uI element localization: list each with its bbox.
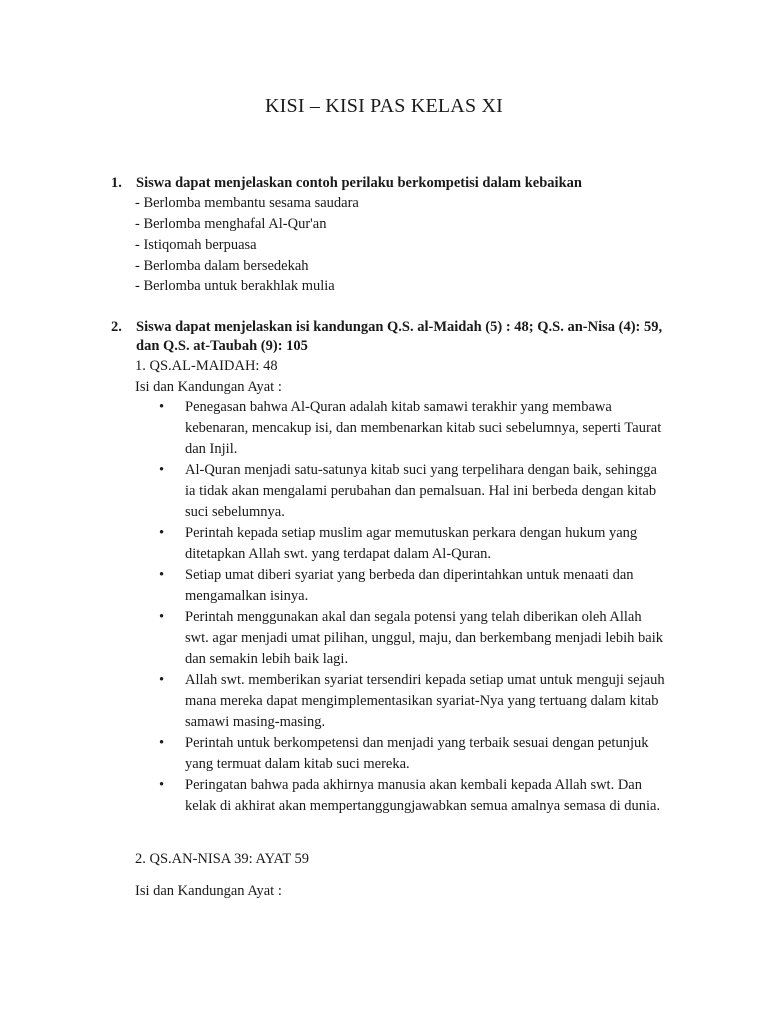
subsection-2-title: 2. QS.AN-NISA 39: AYAT 59 [135,851,310,867]
section-1-heading: Siswa dapat menjelaskan contoh perilaku berkompetisi dalam kebaikan [136,175,582,191]
list-item-text: Perintah kepada setiap muslim agar memutuskan perkara dengan hukum yang ditetapkan Allah swt. yang terdapat dalam Al-Quran. [185,525,638,562]
content-bullet-list [135,397,675,838]
list-item [135,460,675,523]
section-1-item: - Berlomba untuk berakhlak mulia [135,278,335,294]
list-item-text: Perintah menggunakan akal dan segala potensi yang telah diberikan oleh Allah swt. agar menjadi umat pilihan, unggul, maju, dan berkembang menjadi lebih baik dan semakin lebih baik lagi. [185,609,663,667]
document-title: KISI – KISI PAS KELAS XI [265,95,503,117]
bullet-icon: • [159,399,165,415]
list-item [135,607,675,670]
section-2-heading-line-1: Siswa dapat menjelaskan isi kandungan Q.S. al-Maidah (5) : 48; Q.S. an-Nisa (4): 59, [136,319,663,335]
section-1-item: - Berlomba membantu sesama saudara [135,195,359,211]
section-1-item: - Istiqomah berpuasa [135,237,257,253]
list-item-text: Setiap umat diberi syariat yang berbeda dan diperintahkan untuk menaati dan mengamalkan isinya. [185,567,634,604]
subsection-1-label: Isi dan Kandungan Ayat : [135,379,282,395]
bullet-icon: • [159,672,165,688]
list-item [135,523,675,565]
bullet-icon: • [159,567,165,583]
list-item [135,397,675,460]
list-item-text: Allah swt. memberikan syariat tersendiri kepada setiap umat untuk menguji sejauh mana mereka dapat mengimplementasikan syariat-Nya yang tertuang dalam kitab samawi masing-masing. [185,672,665,730]
list-item-text: Al-Quran menjadi satu-satunya kitab suci yang terpelihara dengan baik, sehingga ia tidak akan mengalami perubahan dan pemalsuan. Hal ini berbeda dengan kitab suci sebelumnya. [185,462,657,520]
bullet-icon: • [159,462,165,478]
list-item-text: Peringatan bahwa pada akhirnya manusia akan kembali kepada Allah swt. Dan kelak di akhirat akan mempertanggungjawabkan semua amalnya semasa di dunia. [185,777,661,814]
section-1-item: - Berlomba menghafal Al-Qur'an [135,216,327,232]
bullet-icon: • [159,735,165,751]
bullet-icon: • [159,777,165,793]
bullet-icon: • [159,609,165,625]
list-item-text: Perintah untuk berkompetensi dan menjadi yang terbaik sesuai dengan petunjuk yang termuat dalam kitab suci mereka. [185,735,649,772]
list-item-text: Penegasan bahwa Al-Quran adalah kitab samawi terakhir yang membawa kebenaran, mencakup isi, dan membenarkan kitab suci sebelumnya, seperti Taurat dan Injil. [185,399,662,457]
subsection-2-label: Isi dan Kandungan Ayat : [135,883,282,899]
list-item [135,670,675,733]
list-item [135,733,675,775]
list-item [135,565,675,607]
section-2-heading-line-2: dan Q.S. at-Taubah (9): 105 [136,338,308,354]
subsection-1-title: 1. QS.AL-MAIDAH: 48 [135,358,278,374]
list-item [135,775,675,838]
bullet-icon: • [159,525,165,541]
section-2-number: 2. [111,319,122,335]
section-1-item: - Berlomba dalam bersedekah [135,258,309,274]
section-1-number: 1. [111,175,122,191]
